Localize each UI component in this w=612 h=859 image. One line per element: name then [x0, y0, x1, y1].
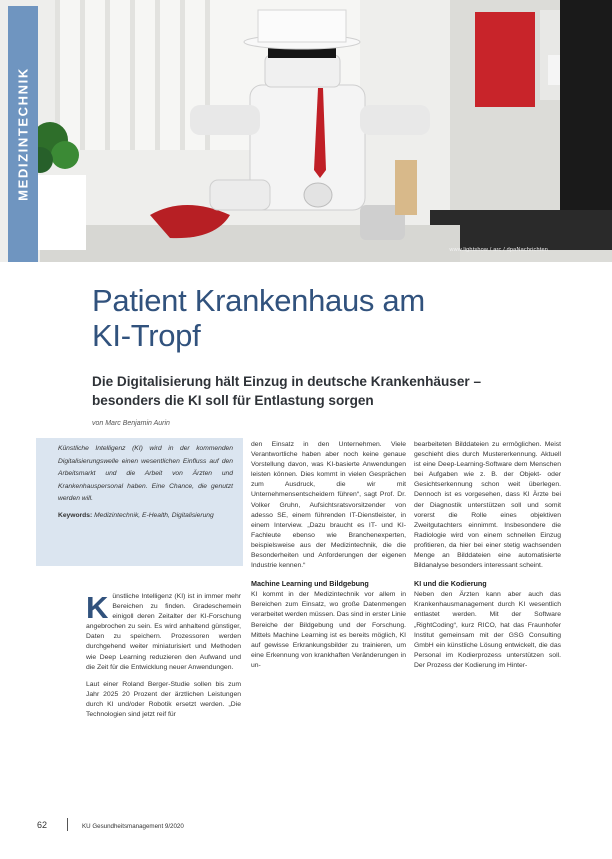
- column-3: [414, 440, 561, 678]
- byline: von Marc Benjamin Aurin: [92, 420, 170, 427]
- drop-cap: K: [86, 590, 109, 625]
- article-title: [92, 283, 562, 353]
- subheading: KI und die Kodierung: [414, 579, 487, 589]
- article-subtitle-line-2: besonders die KI soll für Entlastung sorgen: [92, 393, 374, 408]
- subheading: Machine Learning und Bildgebung: [251, 579, 369, 589]
- article-title-line-2: KI-Tropf: [92, 318, 201, 353]
- paragraph-text: ünstliche Intelligenz (KI) ist in immer mehr Bereichen zu finden. Gradeschemein einigoll deren Zeitalter der KI-Forschung angebrochen zu sein. Es wird anhaltend günstiger, Daten zu speichern. Prozessoren werden durchgehend weiter miniaturisiert und Methoden wie Deep Learning reduzieren den Aufwand und die Zeit für die Entwicklung neuer Anwendungen.: [86, 593, 241, 671]
- paragraph: KI kommt in der Medizintechnik vor allem in Bereichen zum Einsatz, wo große Datenmengen verarbeitet werden müssen. Das sind in erster Linie Bereiche der Bildgebung und der Forschung. Mittels Machine Learning ist es bereits möglich, KI auf gewisse Erkrankungsbilder zu trainieren, um eine Erkennung von krankhaften Veränderungen in un-: [251, 591, 406, 669]
- section-tab: [8, 6, 38, 262]
- journal-name: KU Gesundheitsmanagement 9/2020: [82, 823, 184, 830]
- column-2: [251, 440, 406, 678]
- keywords-list: Medizintechnik, E-Health, Digitalisierung: [94, 511, 214, 519]
- paragraph: [86, 592, 241, 673]
- hero-photo: [0, 0, 612, 262]
- photo-credit: www.lightshow / arc / dpaNachrichten: [449, 247, 548, 253]
- page-number: 62: [37, 820, 48, 830]
- paragraph: den Einsatz in den Unternehmen. Viele Verantwortliche haben aber noch keine genaue Vorstellung davon, was KI-basierte Anwendungen leisten können. Dies kommt in vielen Gesprächen zum Ausdruck, die wir mit Unternehmensentscheidern führen“, sagt Prof. Dr. Volker Gruhn, Aufsichtsratsvorsitzender von adesso SE, einem führenden IT-Dienstleister, in einem Interview. „Dazu braucht es IT- und KI-Fachleute ebenso wie Branchenexperten, beispielsweise aus der Medizintechnik, die die Besonderheiten und Anforderungen der eigenen Industrie kennen.“: [251, 441, 406, 570]
- article-subtitle-line-1: Die Digitalisierung hält Einzug in deutsche Krankenhäuser –: [92, 374, 482, 389]
- paragraph: Neben den Ärzten kann aber auch das Krankenhausmanagement durch KI wesentlich entlastet werden. Mit der Software „RightCoding“, kurz RICO, hat das Fraunhofer Institut gemeinsam mit der GSG Consulting GmbH ein künstliche Lösung entwickelt, die das Personal im Kodierprozess unterstützen soll. Der Prozess der Kodierung im Hinter-: [414, 591, 561, 669]
- section-label: MEDIZINTECHNIK: [15, 67, 31, 201]
- robot-chef-illustration: [0, 0, 612, 262]
- article-title-line-1: Patient Krankenhaus am: [92, 283, 425, 318]
- paragraph: Laut einer Roland Berger-Studie sollen bis zum Jahr 2025 20 Prozent der ärztlichen Leistungen durch KI und/oder Robotik ersetzt werden. „Die Technologien sind jetzt reif für: [86, 680, 241, 719]
- column-1: [86, 592, 241, 727]
- abstract-box: [36, 438, 243, 566]
- keywords-label: Keywords:: [58, 511, 93, 519]
- abstract-text: Künstliche Intelligenz (KI) wird in der kommenden Digitalisierungswelle einen wesentlichen Einfluss auf den Arbeitsmarkt und die Arbeit von Ärzten und Krankenhauspersonal haben. Eine Chance, die genutzt werden will.: [58, 445, 233, 503]
- article-subtitle: [92, 372, 562, 410]
- footer-divider: [67, 818, 68, 831]
- keywords: [58, 510, 233, 523]
- paragraph: bearbeiteten Bilddateien zu ermöglichen. Meist geschieht dies durch Mustererkennung. Aktuell ist eine Deep-Learning-Software dem Menschen bei Aufgaben wie z. B. der Objekt- oder Gesichtserkennung schon weit überlegen. Dennoch ist es vorgesehen, dass KI Ärzte bei der Diagnostik unterstützen soll und somit vorerst die Rolle eines objektiven Zweitgutachters einnimmt. Insbesondere die Radiologie wird von einem schnellen Einzug profitieren, da hier bei einer stetig wachsenden Menge an Bilddateien eine automatisierte Bildanalyse besonders interessant scheint.: [414, 441, 561, 570]
